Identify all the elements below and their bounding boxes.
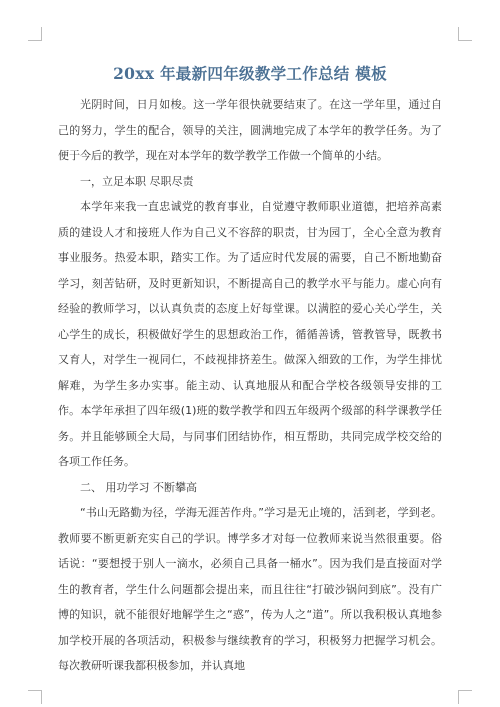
section-heading-1: 一，立足本职 尽职尽责 (80, 174, 194, 188)
crop-mark-top-right (458, 27, 459, 41)
crop-mark-bottom-right (458, 690, 472, 691)
crop-mark-top-right (458, 40, 472, 41)
section-heading-2: 二、 用功学习 不断攀高 (80, 480, 197, 494)
document-body (58, 92, 442, 679)
crop-mark-bottom-left (41, 690, 42, 704)
crop-mark-top-left (28, 40, 42, 41)
paragraph-intro: 光阴时间，日月如梭。这一学年很快就要结束了。在这一学年里，通过自己的努力，学生的配合，领导的关注，圆满地完成了本学年的教学任务。为了便于今后的教学，现在对本学年的数学教学工作做一个简单的小结。 (58, 98, 442, 162)
paragraph-section-1: 本学年来我一直忠诚党的教育事业，自觉遵守教师职业道德，把培养高素质的建设人才和接班人作为自己义不容辞的职责，甘为园丁，全心全意为教育事业服务。热爱本职，踏实工作。为了适应时代发展的需要，自己不断地勤奋学习，刻苦钻研，及时更新知识，不断提高自己的教学水平与能力。虚心向有经验的教师学习，以认真负责的态度上好每堂课。以满腔的爱心关心学生，关心学生的成长，积极做好学生的思想政治工作，循循善诱，管教管导，既教书又育人，对学生一视同仁，不歧视排挤差生。做深入细致的工作，为学生排忧解难，为学生多办实事。能主动、认真地服从和配合学校各级领导安排的工作。本学年承担了四年级(1)班的数学教学和四五年级两个级部的科学课教学任务。并且能够顾全大局，与同事们团结协作，相互帮助，共同完成学校交给的各项工作任务。 (58, 200, 442, 468)
paragraph-section-2: “书山无路勤为径，学海无涯苦作舟。”学习是无止境的，活到老，学到老。 教师要不断更新充实自己的学识。博学多才对每一位教师来说当然很重要。俗话说：“要想授于别人一滴水，必须自己具备一桶水”。因为我们是直接面对学生的教育者，学生什么问题都会提出来，而且往往“打破沙锅问到底”。没有广博的知识，就不能很好地解学生之“惑”，传为人之“道”。所以我积极认真地参加学校开展的各项活动，积极参与继续教育的学习，积极努力把握学习机会。每次教研听课我都积极参加，并认真地 (58, 506, 442, 672)
crop-mark-bottom-right (458, 690, 459, 704)
crop-mark-bottom-left (28, 690, 42, 691)
page-title: 20xx 年最新四年级教学工作总结 模板 (113, 64, 387, 83)
crop-mark-top-left (41, 27, 42, 41)
